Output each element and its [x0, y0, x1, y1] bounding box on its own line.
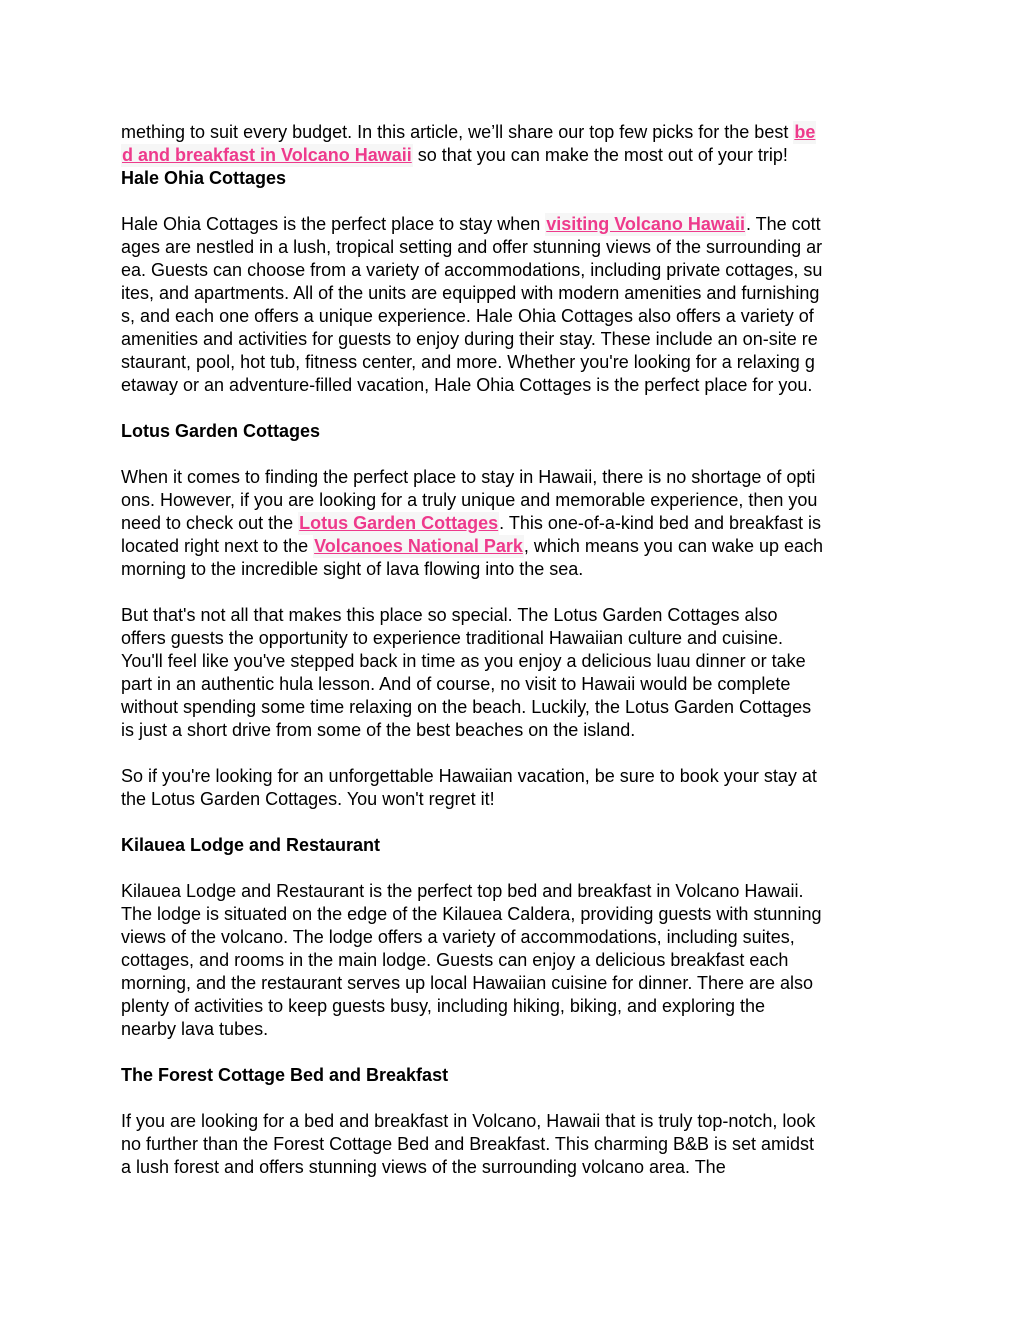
paragraph-line: If you are looking for a bed and breakfast in Volcano, Hawaii that is truly top-notch, look: [121, 1111, 816, 1131]
intro-text-end: so that you can make the most out of your trip!: [412, 145, 788, 165]
spacer: [121, 1087, 911, 1110]
spacer: [121, 443, 911, 466]
paragraph-line: is just a short drive from some of the best beaches on the island.: [121, 720, 636, 740]
visiting-volcano-link[interactable]: visiting Volcano Hawaii: [546, 214, 745, 234]
paragraph-line: [121, 213, 911, 236]
paragraph-line: [121, 535, 911, 558]
spacer: [121, 857, 911, 880]
bnb-volcano-link-part-1[interactable]: be: [794, 122, 816, 142]
paragraph-line: views of the volcano. The lodge offers a variety of accommodations, including suites,: [121, 927, 795, 947]
paragraph-text: . The cott: [745, 214, 821, 234]
paragraph-line: morning, and the restaurant serves up local Hawaiian cuisine for dinner. There are also: [121, 973, 814, 993]
volcanoes-park-link[interactable]: Volcanoes National Park: [314, 536, 523, 556]
intro-line-1: [121, 121, 911, 144]
paragraph-line: ages are nestled in a lush, tropical setting and offer stunning views of the surrounding ar: [121, 237, 823, 257]
heading-kilauea-lodge: Kilauea Lodge and Restaurant: [121, 835, 381, 855]
paragraph-line: no further than the Forest Cottage Bed and Breakfast. This charming B&B is set amidst: [121, 1134, 815, 1154]
paragraph-text: . This one-of-a-kind bed and breakfast is: [499, 513, 822, 533]
paragraph-line: When it comes to finding the perfect place to stay in Hawaii, there is no shortage of opti: [121, 467, 816, 487]
heading-hale-ohia: Hale Ohia Cottages: [121, 168, 287, 188]
paragraph-line: offers guests the opportunity to experience traditional Hawaiian culture and cuisine.: [121, 628, 784, 648]
paragraph-line: [121, 512, 911, 535]
spacer: [121, 581, 911, 604]
paragraph-line: morning to the incredible sight of lava flowing into the sea.: [121, 559, 584, 579]
heading-forest-cottage: The Forest Cottage Bed and Breakfast: [121, 1065, 449, 1085]
paragraph-line: plenty of activities to keep guests busy, including hiking, biking, and exploring the: [121, 996, 766, 1016]
document-page: [121, 121, 911, 1179]
paragraph-line: The lodge is situated on the edge of the Kilauea Caldera, providing guests with stunning: [121, 904, 822, 924]
spacer: [121, 1041, 911, 1064]
paragraph-line: without spending some time relaxing on the beach. Luckily, the Lotus Garden Cottages: [121, 697, 812, 717]
paragraph-text: need to check out the: [121, 513, 299, 533]
spacer: [121, 742, 911, 765]
paragraph-line: s, and each one offers a unique experience. Hale Ohia Cottages also offers a variety of: [121, 306, 814, 326]
paragraph-line: ons. However, if you are looking for a truly unique and memorable experience, then you: [121, 490, 818, 510]
paragraph-text: Hale Ohia Cottages is the perfect place to stay when: [121, 214, 546, 234]
paragraph-text: located right next to the: [121, 536, 314, 556]
paragraph-line: ites, and apartments. All of the units are equipped with modern amenities and furnishing: [121, 283, 820, 303]
paragraph-line: But that's not all that makes this place so special. The Lotus Garden Cottages also: [121, 605, 778, 625]
bnb-volcano-link-part-2[interactable]: d and breakfast in Volcano Hawaii: [122, 145, 412, 165]
paragraph-text: , which means you can wake up each: [523, 536, 824, 556]
spacer: [121, 397, 911, 420]
paragraph-line: So if you're looking for an unforgettable Hawaiian vacation, be sure to book your stay at: [121, 766, 817, 786]
lotus-garden-link[interactable]: Lotus Garden Cottages: [299, 513, 499, 533]
paragraph-line: staurant, pool, hot tub, fitness center, and more. Whether you're looking for a relaxing g: [121, 352, 815, 372]
spacer: [121, 811, 911, 834]
paragraph-line: amenities and activities for guests to enjoy during their stay. These include an on-site re: [121, 329, 818, 349]
paragraph-line: etaway or an adventure-filled vacation, Hale Ohia Cottages is the perfect place for you.: [121, 375, 813, 395]
paragraph-line: a lush forest and offers stunning views of the surrounding volcano area. The: [121, 1157, 726, 1177]
heading-lotus-garden: Lotus Garden Cottages: [121, 421, 321, 441]
paragraph-line: the Lotus Garden Cottages. You won't regret it!: [121, 789, 495, 809]
paragraph-line: You'll feel like you've stepped back in time as you enjoy a delicious luau dinner or take: [121, 651, 806, 671]
paragraph-line: ea. Guests can choose from a variety of accommodations, including private cottages, su: [121, 260, 823, 280]
paragraph-line: nearby lava tubes.: [121, 1019, 269, 1039]
intro-text: mething to suit every budget. In this article, we’ll share our top few picks for the best: [121, 122, 794, 142]
paragraph-line: cottages, and rooms in the main lodge. Guests can enjoy a delicious breakfast each: [121, 950, 789, 970]
intro-line-2: [121, 144, 911, 167]
paragraph-line: part in an authentic hula lesson. And of course, no visit to Hawaii would be complete: [121, 674, 791, 694]
spacer: [121, 190, 911, 213]
paragraph-line: Kilauea Lodge and Restaurant is the perfect top bed and breakfast in Volcano Hawaii.: [121, 881, 804, 901]
